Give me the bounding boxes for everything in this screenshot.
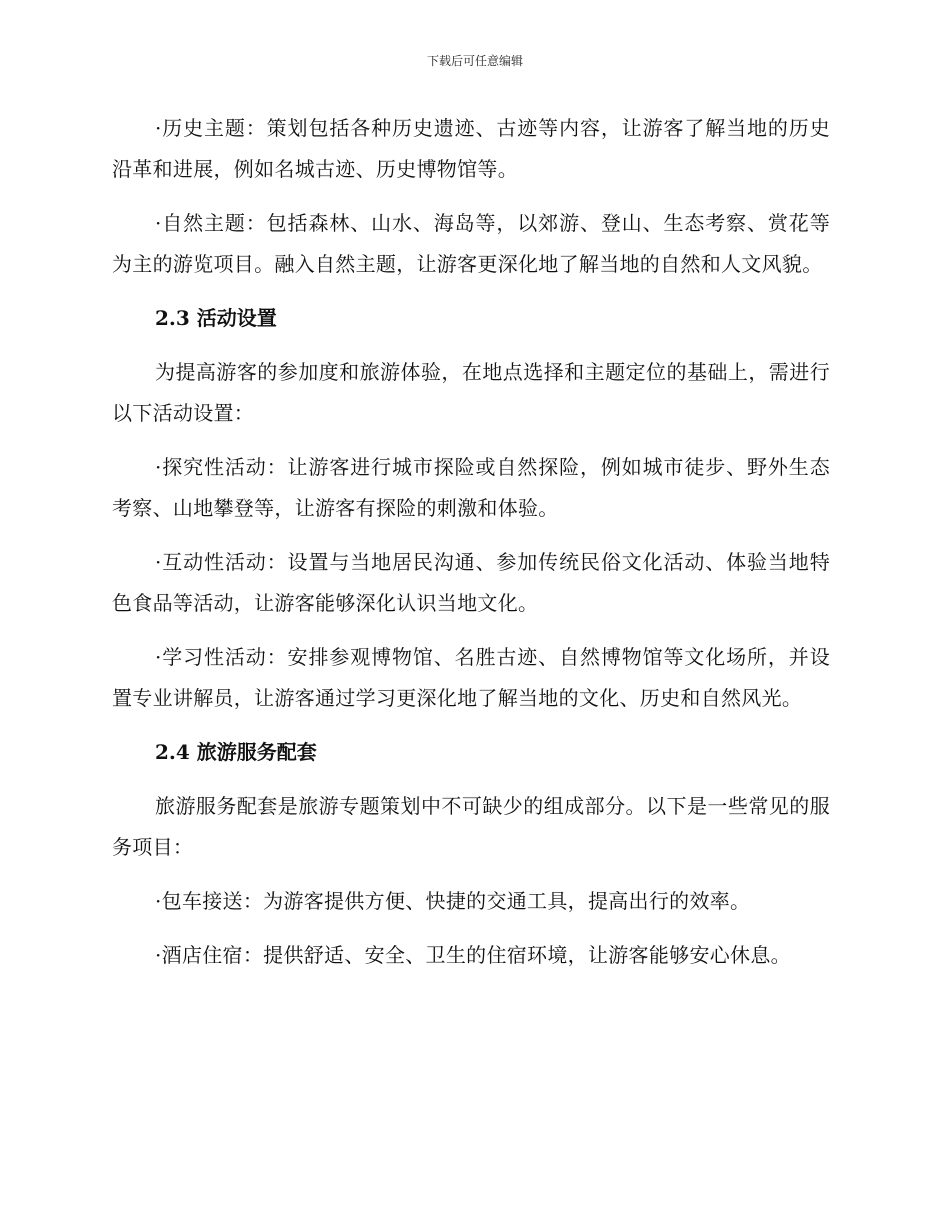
paragraph-hotel-accommodation: ·酒店住宿：提供舒适、安全、卫生的住宿环境，让游客能够安心休息。 <box>155 943 791 967</box>
document-body <box>112 108 830 989</box>
paragraph-services-intro: 旅游服务配套是旅游专题策划中不可缺少的组成部分。以下是一些常见的服务项目： <box>112 794 830 859</box>
paragraph-exploratory-activity: ·探究性活动：让游客进行城市探险或自然探险，例如城市徒步、野外生态考察、山地攀登等，让游客有探险的刺激和体验。 <box>112 455 830 520</box>
paragraph-interactive-activity: ·互动性活动：设置与当地居民沟通、参加传统民俗文化活动、体验当地特色食品等活动，让游客能够深化认识当地文化。 <box>112 550 830 615</box>
section-heading-activity-settings: 2.3 活动设置 <box>155 306 277 330</box>
paragraph-learning-activity: ·学习性活动：安排参观博物馆、名胜古迹、自然博物馆等文化场所，并设置专业讲解员，让游客通过学习更深化地了解当地的文化、历史和自然风光。 <box>112 645 830 710</box>
paragraph-activity-intro: 为提高游客的参加度和旅游体验，在地点选择和主题定位的基础上，需进行以下活动设置： <box>112 360 830 425</box>
section-heading-travel-services: 2.4 旅游服务配套 <box>155 740 317 764</box>
paragraph-nature-theme: ·自然主题：包括森林、山水、海岛等，以郊游、登山、生态考察、赏花等为主的游览项目。融入自然主题，让游客更深化地了解当地的自然和人文风貌。 <box>112 211 830 276</box>
page-header: 下载后可任意编辑 <box>426 54 523 68</box>
paragraph-history-theme: ·历史主题：策划包括各种历史遗迹、古迹等内容，让游客了解当地的历史沿革和进展，例如名城古迹、历史博物馆等。 <box>112 116 830 181</box>
paragraph-charter-transfer: ·包车接送：为游客提供方便、快捷的交通工具，提高出行的效率。 <box>155 889 751 913</box>
